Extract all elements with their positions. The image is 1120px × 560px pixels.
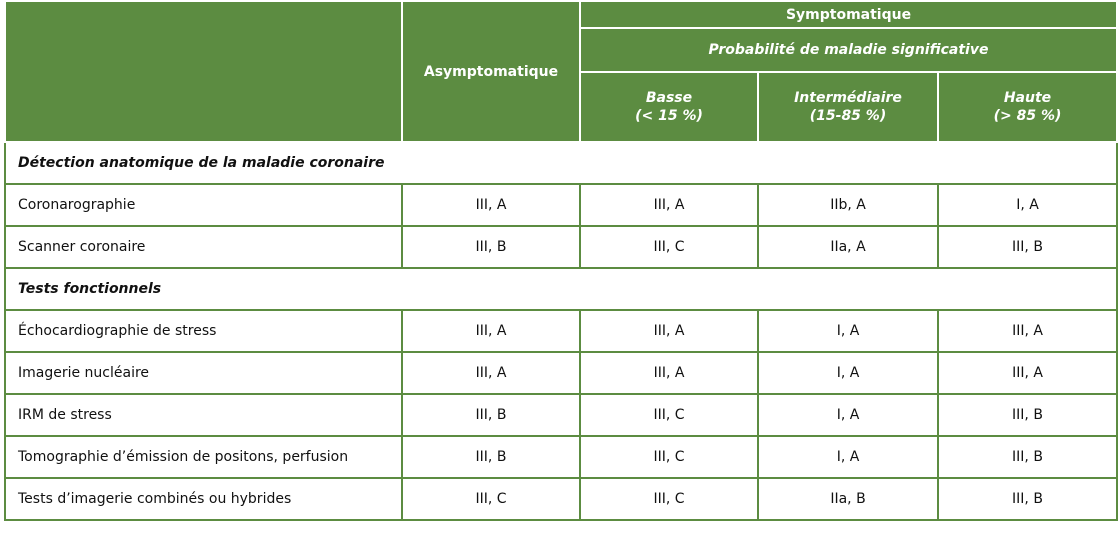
cell-haute: III, B <box>938 478 1117 520</box>
row-label: Échocardiographie de stress <box>5 310 402 352</box>
table-row <box>5 184 1117 226</box>
cell-intermediaire: I, A <box>758 310 938 352</box>
cell-asymptomatique: III, B <box>402 226 580 268</box>
header-intermediaire <box>758 72 938 142</box>
cell-haute: III, B <box>938 226 1117 268</box>
row-label: Coronarographie <box>5 184 402 226</box>
header-probabilite: Probabilité de maladie significative <box>580 28 1117 72</box>
recommendation-table <box>4 0 1118 521</box>
cell-intermediaire: IIa, A <box>758 226 938 268</box>
header-haute-range: (> 85 %) <box>993 108 1062 124</box>
section-row-anatomique <box>5 142 1117 184</box>
section-title: Détection anatomique de la maladie coronaire <box>5 142 1117 184</box>
section-title: Tests fonctionnels <box>5 268 1117 310</box>
cell-haute: III, B <box>938 436 1117 478</box>
cell-haute: III, A <box>938 352 1117 394</box>
header-haute-label: Haute <box>1003 90 1052 106</box>
row-label: Tomographie d’émission de positons, perfusion <box>5 436 402 478</box>
row-label: Tests d’imagerie combinés ou hybrides <box>5 478 402 520</box>
cell-basse: III, C <box>580 478 758 520</box>
table-header <box>5 1 1117 142</box>
cell-basse: III, A <box>580 310 758 352</box>
cell-intermediaire: I, A <box>758 394 938 436</box>
cell-asymptomatique: III, A <box>402 310 580 352</box>
cell-intermediaire: I, A <box>758 352 938 394</box>
header-asymptomatique: Asymptomatique <box>402 1 580 142</box>
header-intermediaire-range: (15-85 %) <box>809 108 887 124</box>
table-row <box>5 478 1117 520</box>
row-label: Scanner coronaire <box>5 226 402 268</box>
cell-basse: III, A <box>580 352 758 394</box>
cell-asymptomatique: III, A <box>402 352 580 394</box>
header-haute <box>938 72 1117 142</box>
cell-asymptomatique: III, A <box>402 184 580 226</box>
cell-asymptomatique: III, B <box>402 436 580 478</box>
row-label: IRM de stress <box>5 394 402 436</box>
section-row-fonctionnels <box>5 268 1117 310</box>
cell-haute: III, B <box>938 394 1117 436</box>
cell-basse: III, C <box>580 436 758 478</box>
cell-haute: I, A <box>938 184 1117 226</box>
cell-asymptomatique: III, C <box>402 478 580 520</box>
cell-basse: III, A <box>580 184 758 226</box>
table-row <box>5 436 1117 478</box>
cell-haute: III, A <box>938 310 1117 352</box>
header-basse-label: Basse <box>645 90 693 106</box>
cell-asymptomatique: III, B <box>402 394 580 436</box>
table-row <box>5 310 1117 352</box>
header-symptomatique: Symptomatique <box>580 1 1117 28</box>
table-row <box>5 394 1117 436</box>
header-intermediaire-label: Intermédiaire <box>794 90 902 106</box>
table-row <box>5 226 1117 268</box>
header-blank-cell <box>5 1 402 142</box>
cell-basse: III, C <box>580 226 758 268</box>
table-body <box>5 142 1117 520</box>
cell-intermediaire: IIb, A <box>758 184 938 226</box>
cell-intermediaire: IIa, B <box>758 478 938 520</box>
table-row <box>5 352 1117 394</box>
cell-intermediaire: I, A <box>758 436 938 478</box>
row-label: Imagerie nucléaire <box>5 352 402 394</box>
header-basse <box>580 72 758 142</box>
header-basse-range: (< 15 %) <box>635 108 703 124</box>
cell-basse: III, C <box>580 394 758 436</box>
